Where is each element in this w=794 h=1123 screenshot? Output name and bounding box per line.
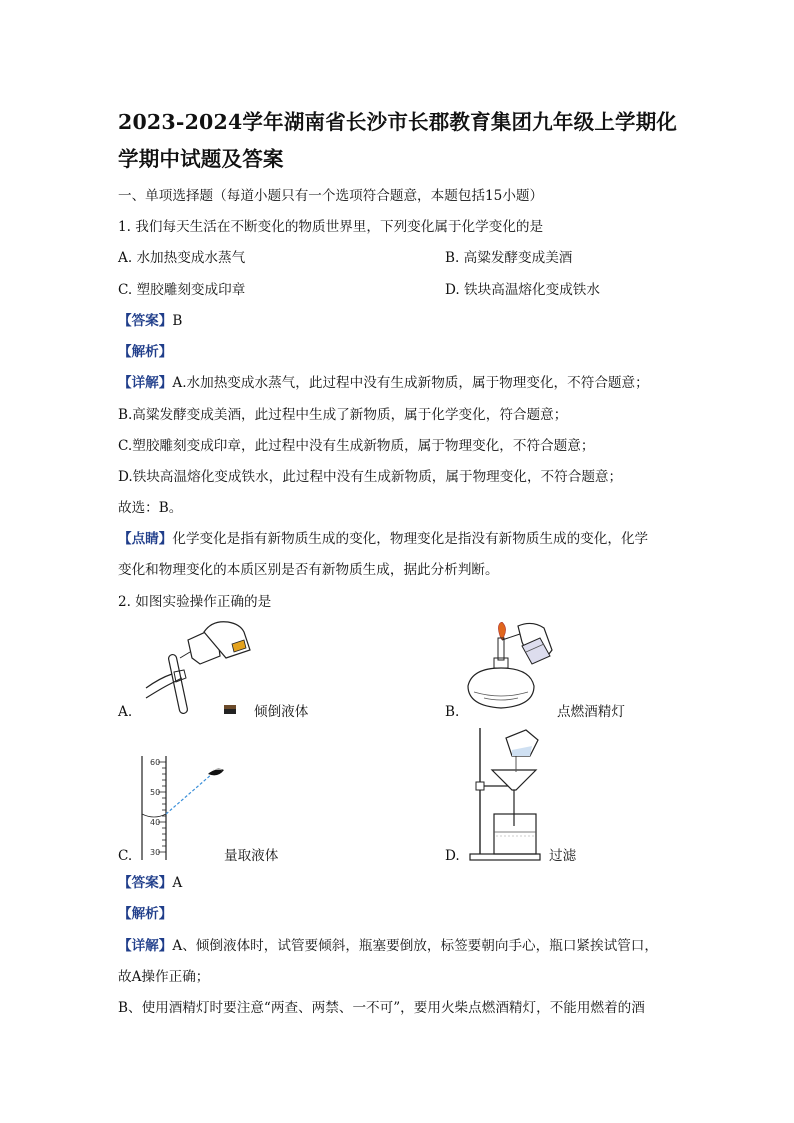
q2-detail-line-3: B、使用酒精灯时要注意“两查、两禁、一不可”，要用火柴点燃酒精灯，不能用燃着的酒 [118, 1000, 645, 1016]
q1-option-d: D. 铁块高温熔化变成铁水 [445, 282, 600, 298]
q2-option-b-letter: B. [445, 704, 460, 720]
detail-tag: 【详解】 [118, 375, 173, 391]
document-title [118, 104, 698, 178]
tick-40: 40 [150, 818, 161, 827]
section-heading: 一、单项选择题（每道小题只有一个选项符合题意，本题包括15小题） [118, 188, 544, 204]
tick-60: 60 [150, 758, 161, 767]
figure-pouring-liquid [140, 618, 270, 718]
q1-option-b: B. 高粱发酵变成美酒 [445, 250, 573, 266]
q2-answer: 【答案】A [118, 875, 183, 891]
q2-option-a-letter: A. [118, 704, 133, 720]
q1-detail-line-3: C.塑胶雕刻变成印章，此过程中没有生成新物质，属于物理变化，不符合题意； [118, 438, 595, 454]
q2-option-b-caption: 点燃酒精灯 [557, 704, 625, 720]
note-tag: 【点睛】 [118, 531, 173, 547]
q1-answer [118, 311, 182, 331]
q1-note-line-2: 变化和物理变化的本质区别是否有新物质生成，据此分析判断。 [118, 562, 499, 578]
q1-detail-line-4: D.铁块高温熔化变成铁水，此过程中没有生成新物质，属于物理变化，不符合题意； [118, 469, 623, 485]
figure-alcohol-lamp [462, 622, 562, 718]
q2-option-a-caption: 倾倒液体 [254, 704, 309, 720]
q1-option-a: A. 水加热变成水蒸气 [118, 250, 246, 266]
q2-stem: 2. 如图实验操作正确的是 [118, 594, 272, 610]
tick-30: 30 [150, 848, 161, 857]
q2-analysis-tag: 【解析】 [118, 906, 173, 922]
answer-tag: 【答案】 [118, 313, 173, 329]
q2-option-c-caption: 量取液体 [224, 848, 279, 864]
q1-detail-line-2: B.高粱发酵变成美酒，此过程中生成了新物质，属于化学变化，符合题意； [118, 407, 568, 423]
q2-option-d-caption: 过滤 [549, 848, 577, 864]
q2-option-c-letter: C. [118, 848, 133, 864]
q1-option-c: C. 塑胶雕刻变成印章 [118, 282, 246, 298]
label-swatch-icon [224, 705, 236, 714]
q1-detail-line-1: 【详解】A.水加热变成水蒸气，此过程中没有生成新物质，属于物理变化，不符合题意； [118, 375, 649, 391]
q2-option-d-letter: D. [445, 848, 460, 864]
title-line-2: 学期中试题及答案 [118, 147, 284, 171]
q2-detail-line-1: 【详解】A、倾倒液体时，试管要倾斜，瓶塞要倒放，标签要朝向手心，瓶口紧挨试管口， [118, 938, 658, 954]
figure-filtration [466, 726, 566, 866]
answer-value: B [172, 313, 183, 329]
q1-note-line-1: 【点睛】化学变化是指有新物质生成的变化，物理变化是指没有新物质生成的变化，化学 [118, 531, 649, 547]
q1-analysis-tag: 【解析】 [118, 344, 173, 360]
figure-measuring-cylinder [136, 752, 236, 862]
title-line-1: 2023-2024学年湖南省长沙市长郡教育集团九年级上学期化 [118, 110, 678, 134]
q1-detail-line-5: 故选：B。 [118, 500, 183, 516]
q1-stem: 1. 我们每天生活在不断变化的物质世界里，下列变化属于化学变化的是 [118, 219, 544, 235]
q2-detail-line-2: 故A操作正确； [118, 969, 210, 985]
tick-50: 50 [150, 788, 161, 797]
